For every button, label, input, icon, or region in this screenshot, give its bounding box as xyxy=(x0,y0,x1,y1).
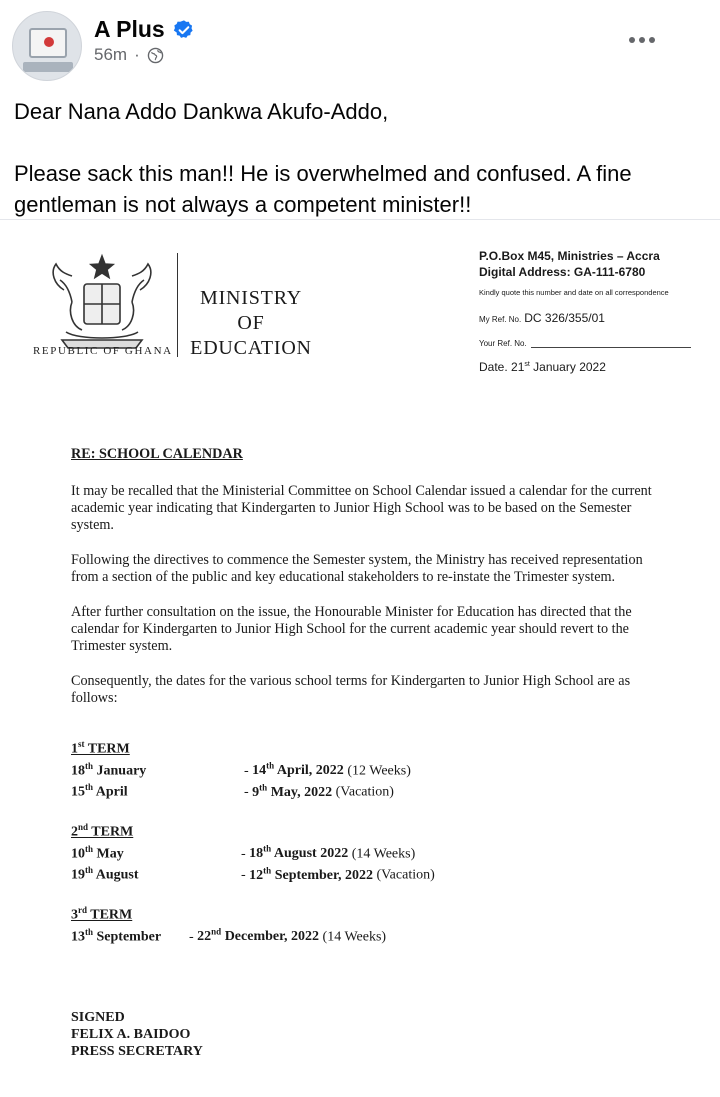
post-image-letter[interactable] xyxy=(0,219,720,1097)
globe-icon[interactable] xyxy=(147,47,164,64)
term-block xyxy=(71,819,671,884)
term-end: - 12th September, 2022 (Vacation) xyxy=(241,865,435,883)
date-sup: st xyxy=(524,361,530,368)
letter-address-block xyxy=(479,248,691,374)
term-row xyxy=(71,862,671,884)
my-ref-label: My Ref. No. xyxy=(479,315,522,324)
post-time[interactable]: 56m xyxy=(94,45,128,64)
meta-separator: · xyxy=(134,45,140,64)
republic-label: REPUBLIC OF GHANA xyxy=(33,345,173,357)
more-dot-icon xyxy=(629,37,635,43)
more-options-button[interactable] xyxy=(622,27,662,53)
term-end: - 14th April, 2022 (12 Weeks) xyxy=(244,760,411,779)
your-ref-label: Your Ref. No. xyxy=(479,339,527,348)
signature-block xyxy=(71,1009,203,1060)
signatory-title: PRESS SECRETARY xyxy=(71,1044,203,1059)
term-start: 15th April xyxy=(71,782,128,800)
term-heading: 3rd TERM xyxy=(71,904,133,923)
letter-paragraph: It may be recalled that the Ministerial Committee on School Calendar issued a calendar for the current academic year indicating that Kindergarten to Junior High School was to be based on the Semester system. xyxy=(71,483,652,533)
ministry-title xyxy=(183,286,319,361)
postal-address: P.O.Box M45, Ministries – Accra xyxy=(479,249,660,263)
term-end: - 22nd December, 2022 (14 Weeks) xyxy=(189,926,387,945)
letter-date xyxy=(479,360,691,374)
term-heading: 2nd TERM xyxy=(71,821,134,840)
term-block xyxy=(71,902,671,945)
term-row xyxy=(71,779,671,801)
letterhead-divider xyxy=(177,253,178,357)
ministry-line-1: MINISTRY xyxy=(200,287,302,309)
ministry-line-2: OF xyxy=(237,312,265,334)
term-end: - 18th August 2022 (14 Weeks) xyxy=(241,843,416,862)
digital-address: Digital Address: GA-111-6780 xyxy=(479,265,646,279)
term-start: 10th May xyxy=(71,843,124,862)
term-row xyxy=(71,924,671,946)
letter-body xyxy=(71,446,661,725)
term-schedule xyxy=(71,736,671,963)
author-name[interactable]: A Plus xyxy=(94,16,165,42)
signed-label: SIGNED xyxy=(71,1010,125,1025)
avatar-dot-shape xyxy=(44,37,54,47)
ministry-line-3: EDUCATION xyxy=(190,337,312,359)
coat-of-arms-icon xyxy=(42,250,162,360)
my-ref-value: DC 326/355/01 xyxy=(524,311,605,325)
term-row xyxy=(71,758,671,780)
post-caption xyxy=(14,96,710,220)
quote-note: Kindly quote this number and date on all correspondence xyxy=(479,288,669,297)
signatory-name: FELIX A. BAIDOO xyxy=(71,1027,191,1042)
letter-paragraph: After further consultation on the issue, the Honourable Minister for Education has directed that the calendar for Kindergarten to Junior High School for the current academic year should revert to the Trimester system. xyxy=(71,604,632,654)
my-ref xyxy=(479,311,691,325)
caption-salutation: Dear Nana Addo Dankwa Akufo-Addo, xyxy=(14,99,389,124)
term-block xyxy=(71,736,671,801)
term-row xyxy=(71,841,671,863)
letter-subject: RE: SCHOOL CALENDAR xyxy=(71,446,243,462)
caption-message: Please sack this man!! He is overwhelmed and confused. A fine gentleman is not always a competent minister!! xyxy=(14,161,632,217)
more-dot-icon xyxy=(649,37,655,43)
post-header xyxy=(0,0,720,86)
term-start: 18th January xyxy=(71,760,147,779)
page-avatar[interactable] xyxy=(12,11,82,81)
author-row xyxy=(94,16,195,43)
post-meta xyxy=(94,45,164,65)
term-start: 13th September xyxy=(71,926,162,945)
date-rest: January 2022 xyxy=(529,360,606,374)
date-label: Date. 21 xyxy=(479,360,525,374)
term-start: 19th August xyxy=(71,865,139,883)
verified-badge-icon xyxy=(173,19,195,41)
more-dot-icon xyxy=(639,37,645,43)
letter-paragraph: Consequently, the dates for the various school terms for Kindergarten to Junior High School are as follows: xyxy=(71,673,631,706)
term-end: - 9th May, 2022 (Vacation) xyxy=(244,782,394,800)
your-ref xyxy=(479,339,691,348)
letter-paragraph: Following the directives to commence the Semester system, the Ministry has received representation from a section of the public and key educational stakeholders to re-instate the Trimester system. xyxy=(71,552,643,585)
avatar-base-shape xyxy=(23,62,73,72)
your-ref-line xyxy=(531,347,691,348)
term-heading: 1st TERM xyxy=(71,739,130,757)
